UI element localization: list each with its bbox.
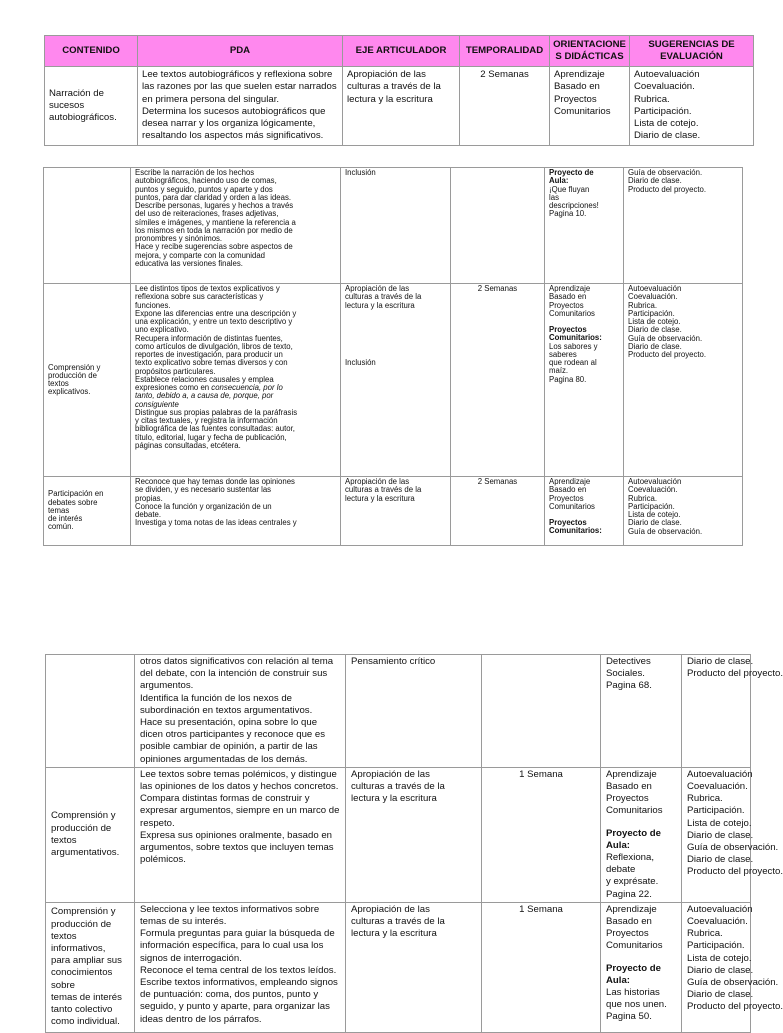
- header-pda: PDA: [138, 36, 343, 67]
- cell-pda: Selecciona y lee textos informativos sobre temas de su interés. Formula preguntas para guiar la búsqueda de información específica, para lo cual usa los signos de interrogación. Reconoce el tema central de los textos leídos. Escribe textos informativos, empleando signos de puntuación: coma, dos puntos, punto y seguido, y punto y aparte, para organizar las ideas dentro de los párrafos.: [135, 902, 346, 1032]
- table-row: [44, 168, 743, 284]
- cell-eje: Apropiación de las culturas a través de la lectura y la escritura Inclusión: [341, 284, 451, 477]
- table-explicativos: [43, 167, 743, 546]
- cell-eje: Apropiación de las culturas a través de la lectura y la escritura: [346, 767, 482, 902]
- table-row: [44, 284, 743, 477]
- header-contenido: CONTENIDO: [45, 36, 138, 67]
- cell-contenido: Comprensión y producción de textos informativos, para ampliar sus conocimientos sobre temas de interés tanto colectivo como individual.: [46, 902, 135, 1032]
- cell-eje: Pensamiento crítico: [346, 655, 482, 768]
- cell-pda: Lee textos sobre temas polémicos, y distingue las opiniones de los datos y hechos concretos. Compara distintas formas de construir y expresar argumentos, siempre en un marco de respeto. Expresa sus opiniones oralmente, basado en argumentos, sobre textos que incluyen temas polémicos.: [135, 767, 346, 902]
- cell-sugerencias: Autoevaluación Coevaluación. Rubrica. Participación. Lista de cotejo. Diario de clase.: [630, 67, 754, 146]
- cell-contenido: Participación en debates sobre temas de interés común.: [44, 477, 131, 546]
- table-header-row: [45, 36, 754, 67]
- cell-pda: Lee textos autobiográficos y reflexiona sobre las razones por las que suelen estar narrados en primera persona del singular. Determina los sucesos autobiográficos que desea narrar y los organiza lógicamente, resaltando los aspectos más significativos.: [138, 67, 343, 146]
- cell-eje: Apropiación de las culturas a través de la lectura y la escritura: [343, 67, 460, 146]
- header-orientaciones: ORIENTACIONE S DIDÁCTICAS: [550, 36, 630, 67]
- table-row: [46, 902, 751, 1032]
- cell-temporalidad: 1 Semana: [482, 902, 601, 1032]
- cell-eje: Apropiación de las culturas a través de la lectura y la escritura: [346, 902, 482, 1032]
- cell-orientaciones: Aprendizaje Basado en Proyectos Comunitarios Proyectos Comunitarios:: [545, 477, 624, 546]
- cell-pda: Lee distintos tipos de textos explicativos y reflexiona sobre sus características y funciones. Expone las diferencias entre una descripción y una explicación, y entre un texto descriptivo y uno explicativo. Recupera información de distintas fuentes, como artículos de divulgación, libros de texto, reportes de investigación, para producir un texto explicativo sobre temas diversos y con propósitos particulares. Establece relaciones causales y emplea expresiones como en consecuencia, por lo tanto, debido a, a causa de, porque, por consiguiente Distingue sus propias palabras de la paráfrasis y citas textuales, y registra la información bibliográfica de las fuentes consultadas: autor, título, editorial, lugar y fecha de publicación, páginas consultadas, etcétera.: [131, 284, 341, 477]
- cell-temporalidad: 1 Semana: [482, 767, 601, 902]
- cell-sugerencias: Autoevaluación Coevaluación. Rubrica. Participación. Lista de cotejo. Diario de clase. Guía de observación. Diario de clase. Producto del proyecto.: [682, 767, 751, 902]
- cell-temporalidad: 2 Semanas: [451, 477, 545, 546]
- cell-pda: Reconoce que hay temas donde las opiniones se dividen, y es necesario sustentar las propias. Conoce la función y organización de un debate. Investiga y toma notas de las ideas centrales y: [131, 477, 341, 546]
- cell-contenido: Comprensión y producción de textos argumentativos.: [46, 767, 135, 902]
- table-row: [45, 67, 754, 146]
- cell-contenido: Comprensión y producción de textos explicativos.: [44, 284, 131, 477]
- cell-orientaciones: Aprendizaje Basado en Proyectos Comunitarios: [550, 67, 630, 146]
- cell-temporalidad: [451, 168, 545, 284]
- cell-orientaciones: Aprendizaje Basado en Proyectos Comunitarios Proyecto de Aula: Reflexiona, debate y exprésate. Pagina 22.: [601, 767, 682, 902]
- cell-sugerencias: Autoevaluación Coevaluación. Rubrica. Participación. Lista de cotejo. Diario de clase. Guía de observación.: [624, 477, 743, 546]
- cell-orientaciones: Aprendizaje Basado en Proyectos Comunitarios Proyectos Comunitarios: Los sabores y saberes que rodean al maíz. Pagina 80.: [545, 284, 624, 477]
- cell-orientaciones: Detectives Sociales. Pagina 68.: [601, 655, 682, 768]
- cell-pda: otros datos significativos con relación al tema del debate, con la intención de construir sus argumentos. Identifica la función de los nexos de subordinación en textos argumentativos. Hace su presentación, opina sobre lo que dicen otros participantes y reconoce que es posible cambiar de opinión, a partir de las opiniones argumentadas de los demás.: [135, 655, 346, 768]
- table-row: [46, 767, 751, 902]
- cell-eje: Apropiación de las culturas a través de la lectura y la escritura: [341, 477, 451, 546]
- cell-temporalidad: 2 Semanas: [460, 67, 550, 146]
- cell-sugerencias: Autoevaluación Coevaluación. Rubrica. Participación. Lista de cotejo. Diario de clase. Guía de observación. Diario de clase. Producto del proyecto.: [682, 902, 751, 1032]
- cell-contenido: [46, 655, 135, 768]
- table-narracion: [44, 35, 754, 146]
- cell-contenido: [44, 168, 131, 284]
- cell-sugerencias: Guía de observación. Diario de clase. Producto del proyecto.: [624, 168, 743, 284]
- cell-orientaciones: Proyecto de Aula: ¡Que fluyan las descripciones! Pagina 10.: [545, 168, 624, 284]
- header-sugerencias: SUGERENCIAS DE EVALUACIÓN: [630, 36, 754, 67]
- header-eje: EJE ARTICULADOR: [343, 36, 460, 67]
- table-row: [46, 655, 751, 768]
- cell-temporalidad: 2 Semanas: [451, 284, 545, 477]
- cell-temporalidad: [482, 655, 601, 768]
- table-argumentativos: [45, 654, 783, 1033]
- cell-sugerencias: Diario de clase. Producto del proyecto.: [682, 655, 751, 768]
- header-temporalidad: TEMPORALIDAD: [460, 36, 550, 67]
- cell-contenido: Narración de sucesos autobiográficos.: [45, 67, 138, 146]
- cell-sugerencias: Autoevaluación Coevaluación. Rubrica. Participación. Lista de cotejo. Diario de clase. Guía de observación. Diario de clase. Producto del proyecto.: [624, 284, 743, 477]
- cell-orientaciones: Aprendizaje Basado en Proyectos Comunitarios Proyecto de Aula: Las historias que nos unen. Pagina 50.: [601, 902, 682, 1032]
- cell-pda: Escribe la narración de los hechos autobiográficos, haciendo uso de comas, puntos y seguido, puntos y aparte y dos puntos, para dar claridad y orden a las ideas. Describe personas, lugares y hechos a través del uso de reiteraciones, frases adjetivas, símiles e imágenes, y mantiene la referencia a los mismos en toda la narración por medio de pronombres y sinónimos. Hace y recibe sugerencias sobre aspectos de mejora, y comparte con la comunidad educativa las versiones finales.: [131, 168, 341, 284]
- table-row: [44, 477, 743, 546]
- cell-eje: Inclusión: [341, 168, 451, 284]
